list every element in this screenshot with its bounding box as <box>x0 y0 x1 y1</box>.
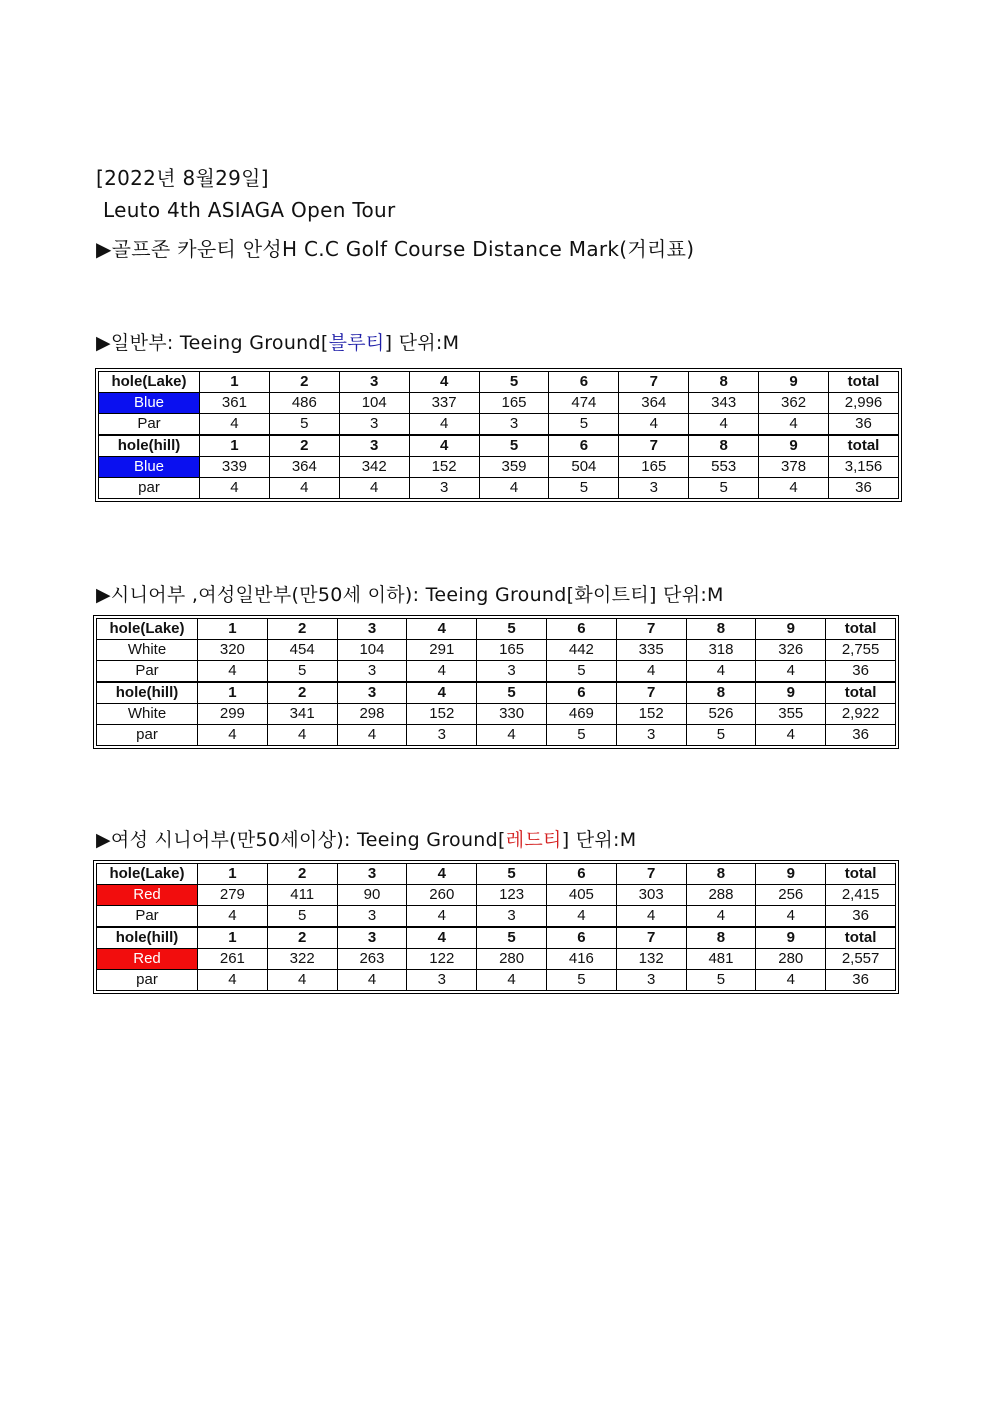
table-cell: 4 <box>756 970 826 991</box>
table-cell: 3 <box>337 927 407 949</box>
table-cell: 4 <box>756 661 826 683</box>
table-cell: 291 <box>407 640 477 661</box>
table-cell: total <box>826 682 896 704</box>
table-cell: 132 <box>616 949 686 970</box>
table-cell: 9 <box>756 619 826 640</box>
table-cell: 90 <box>337 885 407 906</box>
table-cell: 359 <box>479 457 549 478</box>
table-cell: 4 <box>198 661 268 683</box>
table-cell: 5 <box>477 864 547 885</box>
table-cell: 122 <box>407 949 477 970</box>
table-cell: 378 <box>759 457 829 478</box>
table-cell: 7 <box>616 682 686 704</box>
table-cell: Par <box>97 661 198 683</box>
table-cell: 318 <box>686 640 756 661</box>
table-cell: 486 <box>269 393 339 414</box>
table-cell: 4 <box>409 435 479 457</box>
table-cell: total <box>829 372 899 393</box>
table-cell: 361 <box>200 393 270 414</box>
table-cell: 4 <box>407 906 477 928</box>
table-cell: 341 <box>267 704 337 725</box>
table-cell: 6 <box>546 864 616 885</box>
table-cell: 165 <box>479 393 549 414</box>
table-cell: 2,415 <box>826 885 896 906</box>
table-cell: 9 <box>759 372 829 393</box>
table-cell: 3 <box>477 906 547 928</box>
table-cell: 4 <box>407 661 477 683</box>
table-cell: 5 <box>686 725 756 746</box>
table-row-hill-par <box>97 970 896 991</box>
table-cell: 3 <box>337 682 407 704</box>
table-cell: 362 <box>759 393 829 414</box>
table-cell: total <box>826 927 896 949</box>
table-cell: 4 <box>198 970 268 991</box>
tee-label-white: White <box>97 704 198 725</box>
table-row-hill-distance <box>97 704 896 725</box>
table-cell: 504 <box>549 457 619 478</box>
table-row-lake-header <box>97 864 896 885</box>
table-cell: 298 <box>337 704 407 725</box>
table-cell: 4 <box>689 414 759 436</box>
table-cell: 5 <box>546 661 616 683</box>
table-cell: 152 <box>409 457 479 478</box>
table-row-hill-header <box>97 682 896 704</box>
table-cell: 3 <box>339 372 409 393</box>
table-cell: 416 <box>546 949 616 970</box>
table-cell: 4 <box>200 414 270 436</box>
table-cell: 4 <box>407 682 477 704</box>
table-cell: 8 <box>686 864 756 885</box>
table-cell: 288 <box>686 885 756 906</box>
table-cell: 7 <box>616 927 686 949</box>
table-cell: 1 <box>198 864 268 885</box>
table-cell: 5 <box>549 478 619 499</box>
section-heading-senior <box>96 580 724 607</box>
table-row-lake-distance <box>97 885 896 906</box>
table-cell: hole(Lake) <box>99 372 200 393</box>
table-cell: 7 <box>619 435 689 457</box>
table-cell: 405 <box>546 885 616 906</box>
table-cell: 165 <box>619 457 689 478</box>
table-cell: 330 <box>477 704 547 725</box>
table-cell: 3 <box>616 725 686 746</box>
tee-label-blue: Blue <box>99 393 200 414</box>
table-cell: 3 <box>337 619 407 640</box>
table-cell: 5 <box>549 414 619 436</box>
table-cell: par <box>97 970 198 991</box>
table-cell: 6 <box>549 435 619 457</box>
table-cell: 5 <box>269 414 339 436</box>
section-suffix: ] 단위:M <box>384 332 460 354</box>
table-cell: 1 <box>200 372 270 393</box>
section-suffix: ] 단위:M <box>648 584 724 606</box>
table-cell: 4 <box>269 478 339 499</box>
table-cell: 442 <box>546 640 616 661</box>
table-cell: 4 <box>616 661 686 683</box>
table-cell: 2 <box>267 864 337 885</box>
table-cell: 3 <box>479 414 549 436</box>
table-cell: 8 <box>686 682 756 704</box>
table-row-hill-header <box>97 927 896 949</box>
table-cell: 3 <box>407 970 477 991</box>
table-cell: Par <box>97 906 198 928</box>
table-cell: hole(hill) <box>97 927 198 949</box>
table-row-lake-par <box>97 906 896 928</box>
table-cell: 2,922 <box>826 704 896 725</box>
table-cell: 36 <box>829 478 899 499</box>
tee-label-blue: Blue <box>99 457 200 478</box>
table-cell: 454 <box>267 640 337 661</box>
table-cell: 4 <box>407 864 477 885</box>
table-cell: 4 <box>409 414 479 436</box>
table-cell: 9 <box>756 864 826 885</box>
tee-label-red: Red <box>97 885 198 906</box>
table-cell: 5 <box>479 435 549 457</box>
table-cell: 303 <box>616 885 686 906</box>
tee-label-red: Red <box>97 949 198 970</box>
table-cell: 7 <box>616 864 686 885</box>
table-cell: 36 <box>826 725 896 746</box>
table-cell: 2 <box>267 927 337 949</box>
document-date: [2022년 8월29일] <box>96 166 269 190</box>
table-cell: 6 <box>546 619 616 640</box>
table-cell: 4 <box>756 906 826 928</box>
section-prefix: ▶여성 시니어부(만50세이상): Teeing Ground[ <box>96 829 506 851</box>
table-cell: 6 <box>546 927 616 949</box>
table-cell: 4 <box>686 906 756 928</box>
table-cell: 320 <box>198 640 268 661</box>
distance-table-blue <box>95 368 902 502</box>
table-cell: 4 <box>616 906 686 928</box>
table-cell: 36 <box>829 414 899 436</box>
table-cell: 3 <box>337 864 407 885</box>
table-cell: 7 <box>616 619 686 640</box>
table-cell: 152 <box>407 704 477 725</box>
table-cell: 4 <box>477 725 547 746</box>
table-cell: hole(hill) <box>97 682 198 704</box>
table-cell: 279 <box>198 885 268 906</box>
table-cell: 5 <box>477 927 547 949</box>
table-cell: 9 <box>756 682 826 704</box>
table-cell: 4 <box>477 970 547 991</box>
table-cell: 263 <box>337 949 407 970</box>
table-cell: 123 <box>477 885 547 906</box>
table-cell: 343 <box>689 393 759 414</box>
table-cell: 469 <box>546 704 616 725</box>
table-cell: 9 <box>759 435 829 457</box>
table-cell: 2 <box>267 619 337 640</box>
table-cell: 3 <box>339 435 409 457</box>
table-cell: 322 <box>267 949 337 970</box>
table-cell: Par <box>99 414 200 436</box>
table-cell: 2 <box>267 682 337 704</box>
table-cell: 411 <box>267 885 337 906</box>
table-cell: 280 <box>756 949 826 970</box>
table-cell: total <box>826 864 896 885</box>
table-cell: 4 <box>337 970 407 991</box>
table-cell: 4 <box>198 906 268 928</box>
table-cell: 5 <box>267 661 337 683</box>
table-row-lake-par <box>99 414 899 436</box>
table-cell: 6 <box>546 682 616 704</box>
section-heading-general <box>96 328 459 355</box>
table-cell: 4 <box>339 478 409 499</box>
table-cell: 1 <box>198 682 268 704</box>
table-row-lake-distance <box>97 640 896 661</box>
table-cell: 339 <box>200 457 270 478</box>
table-cell: total <box>826 619 896 640</box>
table-cell: 6 <box>549 372 619 393</box>
table-cell: 1 <box>198 619 268 640</box>
table-cell: 5 <box>267 906 337 928</box>
table-cell: 335 <box>616 640 686 661</box>
table-cell: 36 <box>826 906 896 928</box>
table-cell: 4 <box>546 906 616 928</box>
table-cell: 1 <box>200 435 270 457</box>
table-cell: 5 <box>546 970 616 991</box>
tee-name-red: 레드티 <box>505 829 562 851</box>
table-cell: 4 <box>759 414 829 436</box>
table-cell: 8 <box>689 435 759 457</box>
table-cell: 4 <box>409 372 479 393</box>
table-cell: hole(Lake) <box>97 619 198 640</box>
table-cell: 261 <box>198 949 268 970</box>
table-cell: 337 <box>409 393 479 414</box>
table-cell: 5 <box>546 725 616 746</box>
table-cell: 7 <box>619 372 689 393</box>
table-cell: 5 <box>477 682 547 704</box>
table-cell: 4 <box>198 725 268 746</box>
table-cell: 5 <box>477 619 547 640</box>
table-cell: 260 <box>407 885 477 906</box>
table-cell: 3 <box>477 661 547 683</box>
table-cell: 256 <box>756 885 826 906</box>
table-cell: 8 <box>689 372 759 393</box>
table-cell: 3 <box>409 478 479 499</box>
section-heading-women-senior <box>96 825 636 852</box>
section-prefix: ▶일반부: Teeing Ground[ <box>96 332 329 354</box>
table-cell: 3,156 <box>829 457 899 478</box>
section-suffix: ] 단위:M <box>561 829 637 851</box>
table-cell: 4 <box>759 478 829 499</box>
tee-name-blue: 블루티 <box>328 332 385 354</box>
table-cell: par <box>99 478 200 499</box>
table-cell: 2,557 <box>826 949 896 970</box>
table-cell: 481 <box>686 949 756 970</box>
table-cell: 3 <box>337 906 407 928</box>
table-cell: hole(Lake) <box>97 864 198 885</box>
table-cell: 104 <box>337 640 407 661</box>
table-row-hill-distance <box>97 949 896 970</box>
table-row-lake-distance <box>99 393 899 414</box>
table-cell: 280 <box>477 949 547 970</box>
table-cell: 5 <box>479 372 549 393</box>
table-cell: 4 <box>407 619 477 640</box>
table-row-lake-header <box>99 372 899 393</box>
table-cell: 3 <box>619 478 689 499</box>
table-cell: 5 <box>686 970 756 991</box>
distance-table-red <box>93 860 899 994</box>
table-cell: total <box>829 435 899 457</box>
table-cell: 3 <box>616 970 686 991</box>
table-row-hill-header <box>99 435 899 457</box>
table-cell: 36 <box>826 661 896 683</box>
tee-name-white: 화이트티 <box>574 584 649 606</box>
table-cell: 4 <box>619 414 689 436</box>
table-cell: 9 <box>756 927 826 949</box>
table-cell: 4 <box>756 725 826 746</box>
table-cell: 2 <box>269 435 339 457</box>
table-cell: 4 <box>267 725 337 746</box>
table-cell: 8 <box>686 927 756 949</box>
tee-label-white: White <box>97 640 198 661</box>
table-row-hill-par <box>99 478 899 499</box>
table-cell: hole(hill) <box>99 435 200 457</box>
distance-table-white <box>93 615 899 749</box>
table-cell: 3 <box>339 414 409 436</box>
table-cell: 342 <box>339 457 409 478</box>
table-cell: 2 <box>269 372 339 393</box>
table-cell: 4 <box>267 970 337 991</box>
table-cell: 526 <box>686 704 756 725</box>
section-prefix: ▶시니어부 ,여성일반부(만50세 이하): Teeing Ground[ <box>96 584 575 606</box>
table-cell: 355 <box>756 704 826 725</box>
table-cell: 4 <box>407 927 477 949</box>
table-cell: 474 <box>549 393 619 414</box>
table-cell: 4 <box>686 661 756 683</box>
course-title: ▶골프존 카운티 안성H C.C Golf Course Distance Mark(거리표) <box>96 237 695 261</box>
table-cell: 3 <box>407 725 477 746</box>
table-cell: 8 <box>686 619 756 640</box>
table-cell: par <box>97 725 198 746</box>
table-cell: 4 <box>200 478 270 499</box>
table-cell: 553 <box>689 457 759 478</box>
table-cell: 152 <box>616 704 686 725</box>
table-row-lake-header <box>97 619 896 640</box>
table-cell: 36 <box>826 970 896 991</box>
table-cell: 4 <box>337 725 407 746</box>
table-row-hill-par <box>97 725 896 746</box>
table-row-lake-par <box>97 661 896 683</box>
table-cell: 299 <box>198 704 268 725</box>
table-cell: 5 <box>689 478 759 499</box>
table-cell: 2,755 <box>826 640 896 661</box>
table-cell: 1 <box>198 927 268 949</box>
table-cell: 326 <box>756 640 826 661</box>
table-cell: 364 <box>619 393 689 414</box>
table-cell: 4 <box>479 478 549 499</box>
table-cell: 364 <box>269 457 339 478</box>
table-cell: 104 <box>339 393 409 414</box>
table-cell: 165 <box>477 640 547 661</box>
tour-title: Leuto 4th ASIAGA Open Tour <box>103 198 396 222</box>
table-cell: 3 <box>337 661 407 683</box>
table-row-hill-distance <box>99 457 899 478</box>
table-cell: 2,996 <box>829 393 899 414</box>
